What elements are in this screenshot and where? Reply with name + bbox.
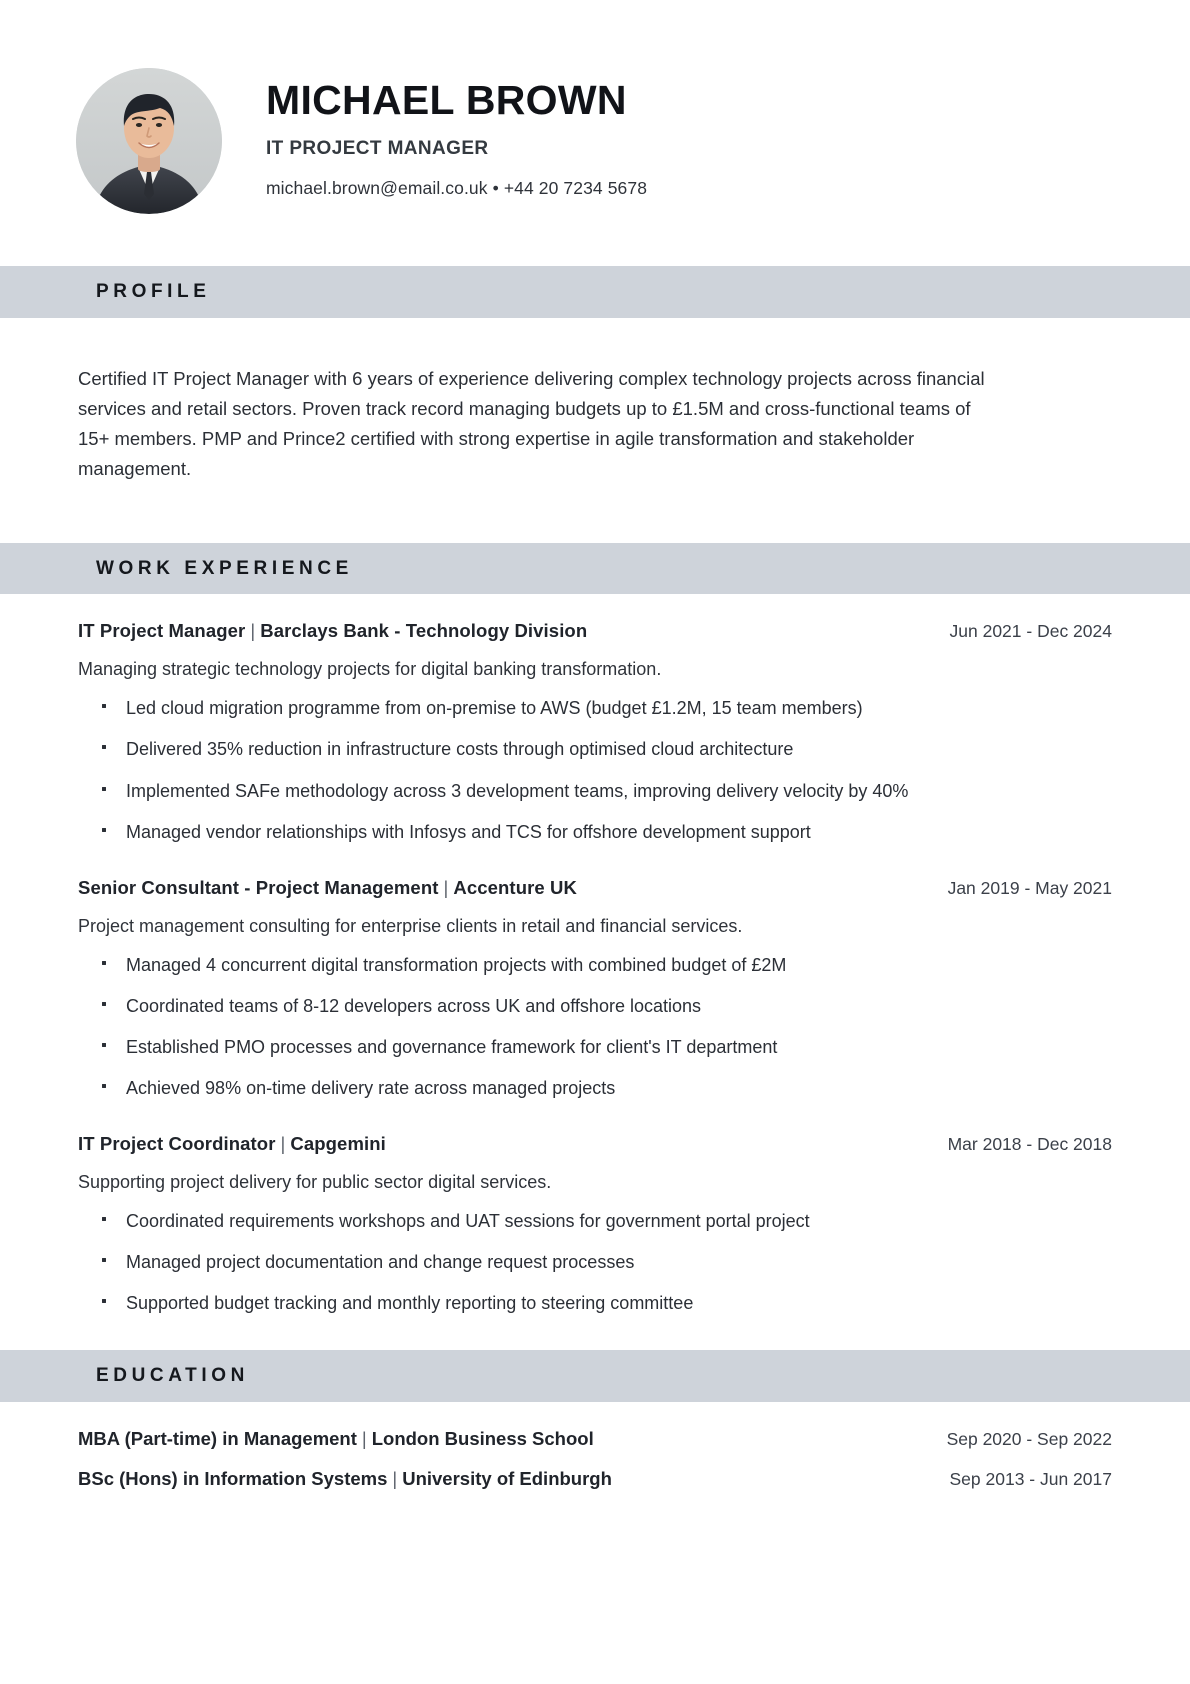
job-title: Senior Consultant - Project Management <box>78 876 439 898</box>
list-item: Established PMO processes and governance framework for client's IT department <box>100 1034 1112 1060</box>
job-separator: | <box>280 1133 286 1155</box>
education-entry <box>78 1428 1112 1450</box>
education-institution: London Business School <box>371 1428 594 1450</box>
education-title-line <box>78 1468 612 1490</box>
job-bullet-list <box>78 952 1112 1101</box>
work-experience-section-body <box>0 594 1190 1350</box>
education-title-line <box>78 1428 594 1450</box>
education-separator: | <box>361 1428 367 1450</box>
education-section-body <box>0 1402 1190 1530</box>
contact-separator: • <box>492 178 499 199</box>
job-title: IT Project Coordinator <box>78 1133 276 1155</box>
job-summary: Project management consulting for enterprise clients in retail and financial services. <box>78 915 743 936</box>
education-institution: University of Edinburgh <box>402 1468 612 1490</box>
list-item: Implemented SAFe methodology across 3 development teams, improving delivery velocity by 40% <box>100 778 1112 804</box>
profile-section-body <box>0 318 1190 543</box>
list-item: Coordinated requirements workshops and UAT sessions for government portal project <box>100 1208 1112 1234</box>
resume-header <box>0 8 1190 266</box>
job-company: Accenture UK <box>453 876 577 898</box>
list-item: Led cloud migration programme from on-premise to AWS (budget £1.2M, 15 team members) <box>100 695 1112 721</box>
job-dates: Jun 2021 - Dec 2024 <box>949 621 1112 642</box>
job-bullet-list <box>78 695 1112 844</box>
profile-summary-text: Certified IT Project Manager with 6 years of experience delivering complex technology projects across financial services and retail sectors. Proven track record managing budgets up to £1.5M and cross-functional teams of 15+ members. PMP and Prince2 certified with strong expertise in agile transformation and stakeholder management. <box>78 368 985 480</box>
identity-block <box>222 76 648 203</box>
section-band-work-experience <box>0 543 1190 595</box>
job-summary: Managing strategic technology projects for digital banking transformation. <box>78 659 662 680</box>
education-degree: MBA (Part-time) in Management <box>78 1428 357 1450</box>
job-dates: Jan 2019 - May 2021 <box>947 877 1112 898</box>
education-dates: Sep 2020 - Sep 2022 <box>946 1429 1112 1450</box>
section-heading-profile: PROFILE <box>96 281 211 302</box>
job-company: Barclays Bank - Technology Division <box>260 620 588 642</box>
page-title: MICHAEL BROWN <box>266 76 627 123</box>
portrait-photo-icon <box>76 68 222 214</box>
job-summary: Supporting project delivery for public sector digital services. <box>78 1172 552 1193</box>
avatar <box>76 68 222 214</box>
job-header <box>78 1133 1112 1155</box>
list-item: Delivered 35% reduction in infrastructure costs through optimised cloud architecture <box>100 736 1112 762</box>
job-entry <box>78 1133 1112 1316</box>
list-item: Achieved 98% on-time delivery rate across managed projects <box>100 1075 1112 1101</box>
contact-line <box>266 178 647 199</box>
phone-text: +44 20 7234 5678 <box>503 178 648 199</box>
job-separator: | <box>443 876 449 898</box>
job-title-line <box>78 1133 386 1155</box>
job-title-line <box>78 620 587 642</box>
list-item: Coordinated teams of 8-12 developers across UK and offshore locations <box>100 993 1112 1019</box>
list-item: Managed project documentation and change request processes <box>100 1249 1112 1275</box>
education-degree: BSc (Hons) in Information Systems <box>78 1468 388 1490</box>
section-band-education <box>0 1350 1190 1402</box>
job-entry <box>78 877 1112 1101</box>
list-item: Supported budget tracking and monthly reporting to steering committee <box>100 1290 1112 1316</box>
education-dates: Sep 2013 - Jun 2017 <box>949 1469 1112 1490</box>
job-separator: | <box>250 620 256 642</box>
section-heading-work-experience: WORK EXPERIENCE <box>96 557 353 579</box>
job-dates: Mar 2018 - Dec 2018 <box>947 1134 1112 1155</box>
job-header <box>78 877 1112 899</box>
list-item: Managed 4 concurrent digital transformation projects with combined budget of £2M <box>100 952 1112 978</box>
email-text: michael.brown@email.co.uk <box>266 178 488 199</box>
job-title-line <box>78 877 577 899</box>
section-heading-education: EDUCATION <box>96 1365 249 1387</box>
list-item: Managed vendor relationships with Infosys and TCS for offshore development support <box>100 819 1112 845</box>
section-band-profile <box>0 266 1190 318</box>
job-title: IT Project Manager <box>78 620 246 642</box>
job-header <box>78 620 1112 642</box>
job-bullet-list <box>78 1208 1112 1316</box>
job-entry <box>78 620 1112 844</box>
job-role-subtitle: IT PROJECT MANAGER <box>266 138 489 160</box>
job-company: Capgemini <box>290 1133 386 1155</box>
education-separator: | <box>392 1468 398 1490</box>
education-entry <box>78 1468 1112 1490</box>
